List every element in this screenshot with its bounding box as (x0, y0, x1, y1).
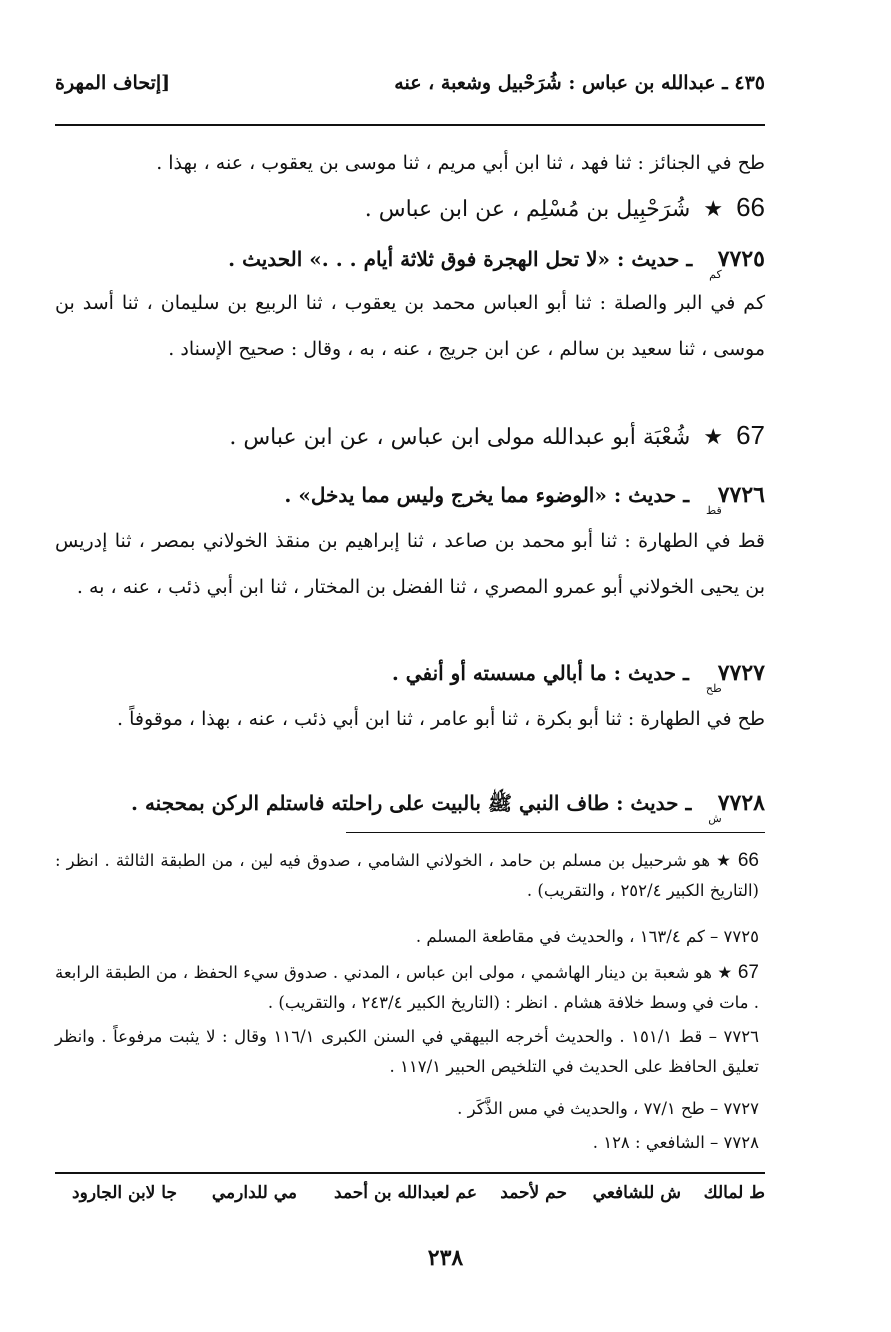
hadith-number: ٧٧٢٨ (717, 790, 765, 816)
footnote-7728: ٧٧٢٨ – الشافعي : ١٢٨ . (592, 1133, 759, 1152)
footnote-7725: ٧٧٢٥ – كم ١٦٣/٤ ، والحديث في مقاطعة المسلم . (415, 927, 759, 946)
header-rule (55, 124, 765, 126)
abbr-item: ش للشافعي (592, 1183, 681, 1203)
footnote-text: ★ هو شعبة بن دينار الهاشمي ، مولى ابن عباس ، المدني . صدوق سيء الحفظ ، من الطبقة الرابعة . مات في وسط خلافة هشام . انظر : (التاريخ الكبير ٢٤٣/٤ ، والتقريب) . (55, 963, 759, 1012)
hadith-title: ـ حديث : «لا تحل الهجرة فوق ثلاثة أيام . . .» الحديث . (228, 247, 693, 271)
chain-paragraph-7727: طح في الطهارة : ثنا أبو بكرة ، ثنا أبو عامر ، ثنا ابن أبي ذئب ، عنه ، بهذا ، موقوفاً . (117, 708, 765, 730)
abbr-item: ط لمالك (703, 1183, 765, 1203)
narrator-heading-66 (55, 192, 765, 223)
abbr-item: جا لابن الجارود (72, 1183, 177, 1203)
footnote-67 (55, 958, 759, 1018)
narrator-name: شُعْبَة أبو عبدالله مولى ابن عباس ، عن ابن عباس . (229, 425, 691, 450)
hadith-number: ٧٧٢٧ (717, 660, 765, 686)
narrator-heading-67 (55, 420, 765, 451)
narrator-number: 66 (736, 192, 765, 222)
hadith-heading-7728 (55, 790, 765, 825)
chain-paragraph-7726: قط في الطهارة : ثنا أبو محمد بن صاعد ، ثنا إبراهيم بن منقذ الخولاني بمصر ، ثنا إدريس بن يحيى الخولاني أبو عمرو المصري ، ثنا الفضل بن المختار ، ثنا ابن أبي ذئب ، عنه ، به . (55, 530, 765, 598)
book-title: [إتحاف المهرة (55, 72, 171, 94)
page-number: ٢٣٨ (427, 1245, 464, 1271)
source-symbol: طح (705, 682, 722, 695)
footnote-rule (346, 832, 765, 833)
hadith-heading-7726 (55, 482, 765, 517)
hadith-title: ـ حديث : طاف النبي ﷺ بالبيت على راحلته فاستلم الركن بمحجنه . (131, 791, 692, 815)
source-symbol: كم (709, 268, 722, 281)
hadith-heading-7725 (55, 246, 765, 281)
abbreviations-legend (55, 1183, 765, 1213)
footnote-66 (55, 846, 759, 906)
footnote-7727: ٧٧٢٧ – طح ٧٧/١ ، والحديث في مس الذَّكَر . (457, 1099, 759, 1118)
abbreviations-rule (55, 1172, 765, 1174)
footnote-text: ★ هو شرحبيل بن مسلم بن حامد ، الخولاني الشامي ، صدوق فيه لين ، من الطبقة الثالثة . انظر : (التاريخ الكبير ٢٥٢/٤ ، والتقريب) . (55, 851, 759, 900)
text-line: طح في الجنائز : ثنا فهد ، ثنا ابن أبي مريم ، ثنا موسى بن يعقوب ، عنه ، بهذا . (156, 152, 765, 174)
star-icon: ★ (703, 425, 724, 450)
hadith-number: ٧٧٢٦ (717, 482, 765, 508)
hadith-title: ـ حديث : «الوضوء مما يخرج وليس مما يدخل» . (284, 483, 690, 507)
hadith-heading-7727 (55, 660, 765, 695)
page-header (55, 72, 765, 106)
narrator-name: شُرَحْبِيل بن مُسْلِم ، عن ابن عباس . (364, 197, 691, 222)
hadith-title: ـ حديث : ما أبالي مسسته أو أنفي . (391, 661, 689, 685)
abbr-item: حم لأحمد (500, 1183, 567, 1203)
narrator-number: 67 (736, 420, 765, 450)
abbr-item: عم لعبدالله بن أحمد (334, 1183, 477, 1203)
source-symbol: ش (708, 812, 722, 825)
abbr-item: مي للدارمي (211, 1183, 297, 1203)
source-symbol: قط (706, 504, 722, 517)
star-icon: ★ (703, 197, 724, 222)
chain-paragraph-7725: كم في البر والصلة : ثنا أبو العباس محمد بن يعقوب ، ثنا الربيع بن سليمان ، ثنا أسد بن موسى ، ثنا سعيد بن سالم ، عن ابن جريج ، عنه ، به ، وقال : صحيح الإسناد . (55, 292, 765, 360)
footnote-7726: ٧٧٢٦ – قط ١٥١/١ . والحديث أخرجه البيهقي في السنن الكبرى ١١٦/١ وقال : لا يثبت مرفوعاً . وانظر تعليق الحافظ على الحديث في التلخيص الحبير ١١٧/١ . (55, 1027, 759, 1076)
hadith-number: ٧٧٢٥ (717, 246, 765, 272)
footnote-number: 67 (737, 962, 759, 983)
running-title: ٤٣٥ ـ عبدالله بن عباس : شُرَحْبيل وشعبة ، عنه (394, 72, 765, 94)
footnote-number: 66 (737, 850, 759, 871)
